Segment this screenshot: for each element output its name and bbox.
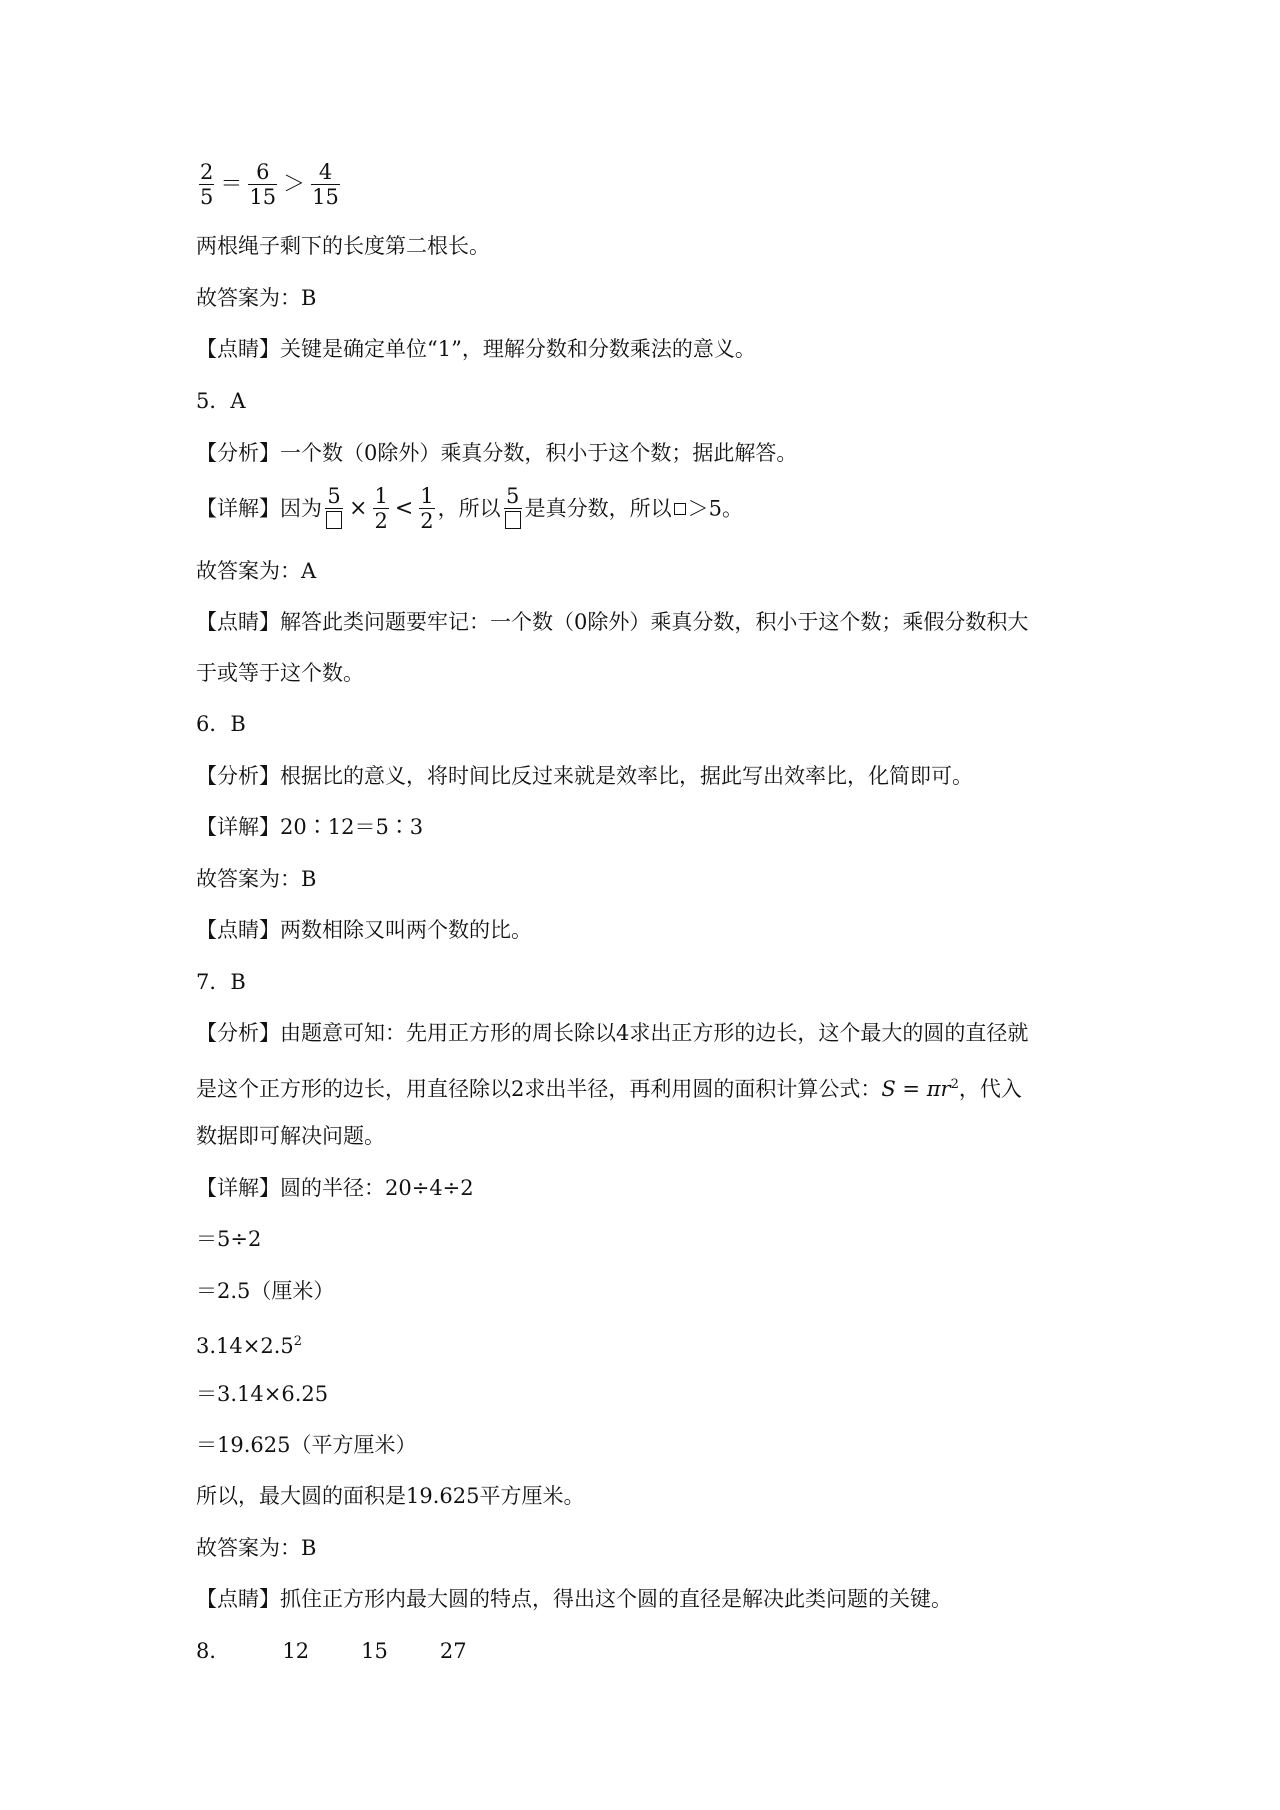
calc-line: ＝19.625（平方厘米） (196, 1433, 417, 1457)
fraction-5-box-b: 5 (504, 484, 522, 533)
blank-box (326, 511, 342, 529)
answer-line: 故答案为：B (196, 1536, 317, 1560)
calc-line: ＝5÷2 (196, 1227, 262, 1251)
analysis-line: 【分析】由题意可知：先用正方形的周长除以4求出正方形的边长，这个最大的圆的直径就 (196, 1021, 1029, 1045)
question-8-answers: 8． 12 15 27 (196, 1639, 467, 1663)
detail-line: 【详解】圆的半径：20÷4÷2 (196, 1176, 474, 1200)
analysis-line: 【分析】一个数（0除外）乘真分数，积小于这个数；据此解答。 (196, 441, 798, 465)
fraction-comparison: $\frac{2}{5}$ ＝ $\frac{6}{15}$ ＞ $\frac{4}{15}$ (200, 160, 339, 209)
detail-line-fractions: 【详解】因为 5 × $\frac{1}{2}$ < $\frac{1}{2}$ ，所以 5 是真分数，所以 ＞5。 (196, 484, 743, 533)
fraction-2-5: $\frac{2}{5}$ (200, 160, 214, 209)
answer-line: 故答案为：A (196, 559, 317, 583)
blank-box (505, 511, 521, 529)
analysis-line: 【分析】根据比的意义，将时间比反过来就是效率比，据此写出效率比，化简即可。 (196, 764, 973, 788)
fraction-1-2: $\frac{1}{2}$ (374, 484, 388, 533)
calc-line: ＝2.5（厘米） (196, 1279, 335, 1303)
answer-line: 故答案为：B (196, 867, 317, 891)
analysis-line-cont: 数据即可解决问题。 (196, 1124, 385, 1148)
formula-line: 是这个正方形的边长，用直径除以2求出半径，再利用圆的面积计算公式：$S = \pi r^2$，代入 (196, 1077, 1022, 1101)
calc-line-power: $3.14\times 2.5^2$ (196, 1334, 303, 1358)
comment-line: 【点睛】解答此类问题要牢记：一个数（0除外）乘真分数，积小于这个数；乘假分数积大 (196, 610, 1029, 634)
fraction-4-15: $\frac{4}{15}$ (312, 160, 339, 209)
detail-line: 【详解】20∶12＝5∶3 (196, 815, 424, 839)
answer-line: 故答案为：B (196, 286, 317, 310)
fraction-6-15: $\frac{6}{15}$ (249, 160, 277, 209)
fraction-1-2-b: $\frac{1}{2}$ (420, 484, 434, 533)
question-number: 6．B (196, 712, 246, 736)
question-number: 7．B (196, 970, 246, 994)
comment-line: 【点睛】抓住正方形内最大圆的特点，得出这个圆的直径是解决此类问题的关键。 (196, 1587, 952, 1611)
comment-line-cont: 于或等于这个数。 (196, 661, 364, 685)
comment-line: 【点睛】关键是确定单位“1”，理解分数和分数乘法的意义。 (196, 337, 756, 361)
blank-box-small (674, 503, 686, 515)
question-number: 5．A (196, 389, 246, 413)
conclusion-line: 所以，最大圆的面积是19.625平方厘米。 (196, 1484, 585, 1508)
text-line: 两根绳子剩下的长度第二根长。 (196, 234, 490, 258)
fraction-5-box: 5 (325, 484, 343, 533)
comment-line: 【点睛】两数相除又叫两个数的比。 (196, 918, 532, 942)
calc-line: ＝3.14×6.25 (196, 1382, 329, 1406)
